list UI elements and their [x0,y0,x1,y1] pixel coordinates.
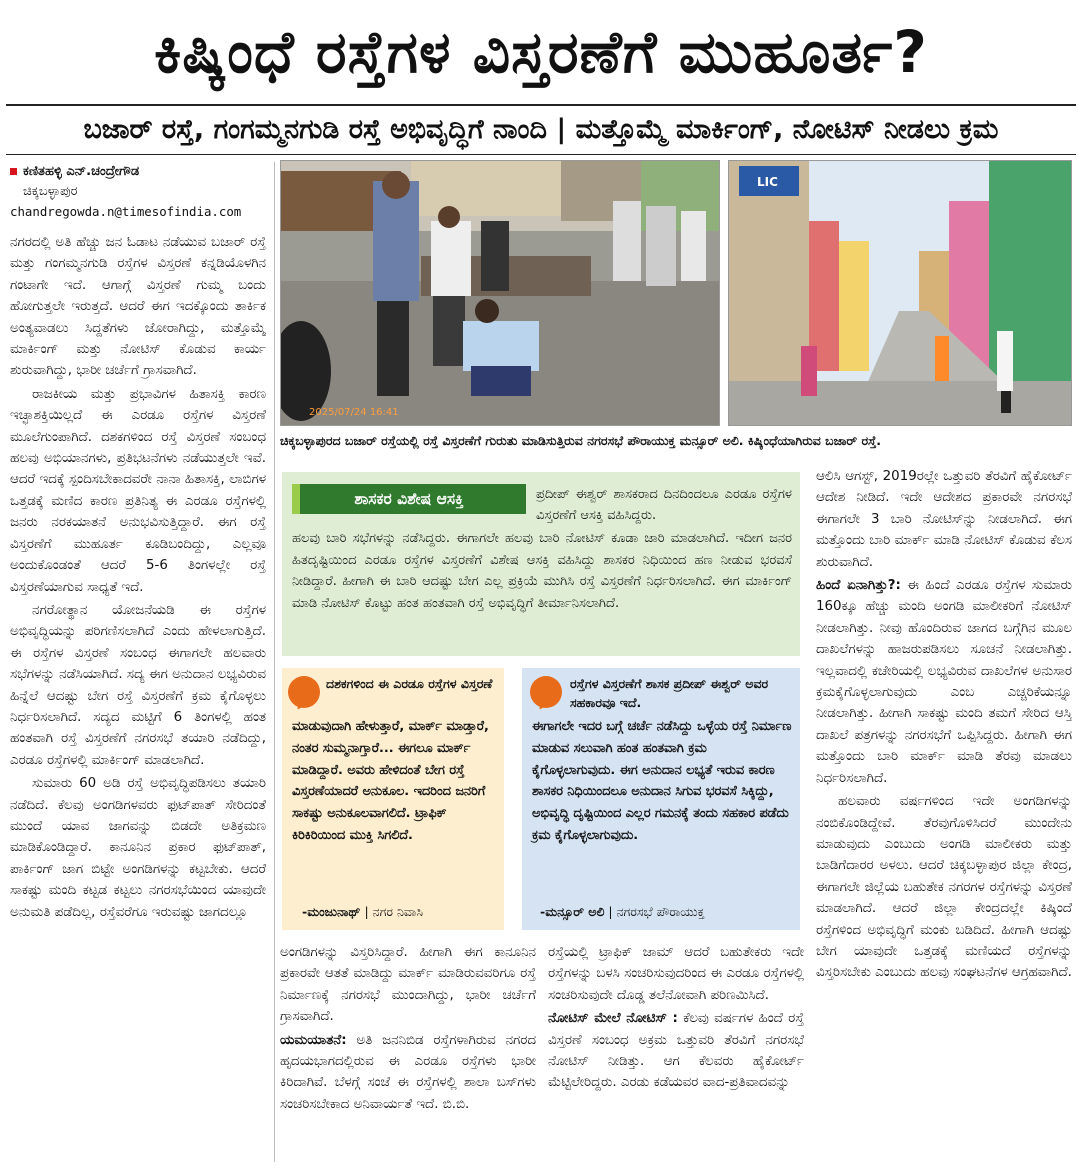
speech-bubble-icon [288,676,320,708]
paragraph: ಹಲವಾರು ವರ್ಷಗಳಿಂದ ಇದೇ ಅಂಗಡಿಗಳನ್ನು ನಂಬಿಕೊಂಡಿದ್ದೇವೆ. ತೆರವುಗೊಳಿಸಿದರೆ ಮುಂದೇನು ಮಾಡುವುದು ಎಂಬುದು ಅಂಗಡಿ ಮಾಲೀಕರು ಮತ್ತು ಬಾಡಿಗೆದಾರರ ಅಳಲು. ಆದರೆ ಚಿಕ್ಕಬಳ್ಳಾಪುರ ಜಿಲ್ಲಾ ಕೇಂದ್ರ, ಈಗಾಗಲೇ ಜಿಲ್ಲೆಯ ಬಹುತೇಕ ನಗರಗಳ ರಸ್ತೆಗಳನ್ನು ವಿಸ್ತರಣೆ ಮಾಡಲಾಗಿದೆ. ಆದರೆ ಜಿಲ್ಲಾ ಕೇಂದ್ರದಲ್ಲೇ ಕಿಷ್ಕಿಂದೆ ರಸ್ತೆಗಳಿಂದ ಅಭಿವೃದ್ಧಿಗೆ ಮಂಕು ಬಡಿದಿದೆ. ಹೀಗಾಗಿ ಆದಷ್ಟು ಬೇಗ ಯಾವುದೇ ಒತ್ತಡಕ್ಕೆ ಮಣಿಯದೆ ರಸ್ತೆಗಳನ್ನು ವಿಸ್ತರಿಸಬೇಕು ಎಂಬುದು ಹಲವು ಸಂಘಟನೆಗಳ ಆಗ್ರಹವಾಗಿದೆ. [816,794,1072,981]
quote-attribution: -ಮಂಜುನಾಥ್ | ನಗರ ನಿವಾಸಿ [302,904,423,919]
photo-bazaar-road-image [729,161,1071,425]
sidebar-heading-accent [292,484,300,514]
photo-sign: LIC [757,175,778,189]
paragraph: ಸುಮಾರು 60 ಅಡಿ ರಸ್ತೆ ಅಭಿವೃದ್ಧಿಪಡಿಸಲು ತಯಾರಿ ನಡೆದಿದೆ. ಕೆಲವು ಅಂಗಡಿಗಳವರು ಫುಟ್‌ಪಾತ್ ಸೇರಿದಂತೆ ಮುಂದೆ ಯಾವ ಜಾಗವನ್ನು ಬಿಡದೇ ಅತಿಕ್ರಮಣ ಮಾಡಿಕೊಂಡಿದ್ದಾರೆ. ಕಾನೂನಿನ ಪ್ರಕಾರ ಫುಟ್‌ಪಾತ್, ಪಾರ್ಕಿಂಗ್ ಜಾಗ ಬಿಟ್ಟೇ ಅಂಗಡಿಗಳನ್ನು ಕಟ್ಟಬೇಕು. ಆದರೆ ಸಾಕಷ್ಟು ಮಂದಿ ಕಟ್ಟಡ ಕಟ್ಟಲು ನಗರಸಭೆಯಿಂದ ಯಾವುದೇ ಅನುಮತಿ ಪಡೆದಿಲ್ಲ, ರಸ್ತೆವರೆಗೂ ಇರುವಷ್ಟು ಜಾಗದಲ್ಲೂ [10,776,266,920]
subheadline-divider [6,154,1076,155]
paragraph: ಯಮಯಾತನೆ: ಅತಿ ಜನನಿಬಿಡ ರಸ್ತೆಗಳಾಗಿರುವ ನಗರದ ಹೃದಯಭಾಗದಲ್ಲಿರುವ ಈ ಎರಡೂ ರಸ್ತೆಗಳು ಭಾರೀ ಕಿರಿದಾಗಿವೆ. ಬೆಳಗ್ಗೆ ಸಂಜೆ ಈ ರಸ್ತೆಗಳಲ್ಲಿ ಶಾಲಾ ಬಸ್‌ಗಳು ಸಂಚರಿಸಬೇಕಾದ ಅನಿವಾರ್ಯತೆ ಇದೆ. ಬಿ.ಬಿ. [280,1032,536,1112]
headline-divider [6,104,1076,106]
dateline: ಚಿಕ್ಕಬಳ್ಳಾಪುರ [23,184,78,199]
paragraph: ರಸ್ತೆಯಲ್ಲಿ ಟ್ರಾಫಿಕ್ ಜಾಮ್ ಆದರೆ ಬಹುತೇಕರು ಇದೇ ರಸ್ತೆಗಳನ್ನು ಬಳಸಿ ಸಂಚರಿಸುವುದರಿಂದ ಈ ಎರಡೂ ರಸ್ತೆಗಳಲ್ಲಿ ಸಂಚರಿಸುವುದೇ ದೊಡ್ಡ ತಲೆನೋವಾಗಿ ಪರಿಣಮಿಸಿದೆ. [548,945,804,1003]
paragraph: ನೋಟಿಸ್ ಮೇಲೆ ನೋಟಿಸ್ : ಕೆಲವು ವರ್ಷಗಳ ಹಿಂದೆ ರಸ್ತೆ ವಿಸ್ತರಣೆ ಸಂಬಂಧ ಅಕ್ರಮ ಒತ್ತುವರಿ ತೆರವಿಗೆ ನಗರಸಭೆ ನೋಟಿಸ್ ನೀಡಿತ್ತು. ಆಗ ಕೆಲವರು ಹೈಕೋರ್ಟ್ ಮೆಟ್ಟಿಲೇರಿದ್ದರು. ಎರಡು ಕಡೆಯವರ ವಾದ-ಪ್ರತಿವಾದವನ್ನು [548,1011,804,1091]
quote-text: ಮಾಡುವುದಾಗಿ ಹೇಳುತ್ತಾರೆ, ಮಾರ್ಕ್ ಮಾಡ್ತಾರೆ, ನಂತರ ಸುಮ್ಮನಾಗ್ತಾರೆ... ಈಗಲೂ ಮಾರ್ಕ್ ಮಾಡಿದ್ದಾರೆ. ಅವರು ಹೇಳಿದಂತೆ ಬೇಗ ರಸ್ತೆ ವಿಸ್ತರಣೆಯಾದರೆ ಅನುಕೂಲ. ಇದರಿಂದ ಜನರಿಗೆ ಸಾಕಷ್ಟು ಅನುಕೂಲವಾಗಲಿದೆ. ಟ್ರಾಫಿಕ್ ಕಿರಿಕಿರಿಯಿಂದ ಮುಕ್ತಿ ಸಿಗಲಿದೆ. [292,719,489,843]
photo-caption: ಚಿಕ್ಕಬಳ್ಳಾಪುರದ ಬಜಾರ್ ರಸ್ತೆಯಲ್ಲಿ ರಸ್ತೆ ವಿಸ್ತರಣೆಗೆ ಗುರುತು ಮಾಡಿಸುತ್ತಿರುವ ನಗರಸಭೆ ಪೌರಾಯುಕ್ತ ಮನ್ಸೂರ್ ಅಲಿ. ಕಿಷ್ಕಿಂಧೆಯಾಗಿರುವ ಬಜಾರ್ ರಸ್ತೆ. [280,433,882,448]
quote-attribution: -ಮನ್ಸೂರ್ ಅಲಿ | ನಗರಸಭೆ ಪೌರಾಯುಕ್ತ [540,904,705,919]
byline-marker [10,168,17,175]
photo-road-marking [280,160,720,426]
column-left [10,232,266,1162]
paragraph: ಹಿಂದೆ ಏನಾಗಿತ್ತು?: ಈ ಹಿಂದೆ ಎರಡೂ ರಸ್ತೆಗಳ ಸುಮಾರು 160ಕ್ಕೂ ಹೆಚ್ಚು ಮಂದಿ ಅಂಗಡಿ ಮಾಲೀಕರಿಗೆ ನೋಟಿಸ್ ನೀಡಲಾಗಿತ್ತು. ನೀವು ಹೊಂದಿರುವ ಜಾಗದ ಬಗ್ಗೆಗಿನ ಮೂಲ ದಾಖಲೆಗಳನ್ನು ಹಾಜರುಪಡಿಸಲು ಸೂಚನೆ ನೀಡಲಾಗಿತ್ತು. ಇಲ್ಲವಾದಲ್ಲಿ ಕಚೇರಿಯಲ್ಲಿ ಲಭ್ಯವಿರುವ ದಾಖಲೆಗಳ ಅನುಸಾರ ಕ್ರಮಕೈಗೊಳ್ಳಲಾಗುವುದು ಎಂಬ ಎಚ್ಚರಿಕೆಯನ್ನೂ ನೀಡಲಾಗಿತ್ತು. ಹೀಗಾಗಿ ಸಾಕಷ್ಟು ಮಂದಿ ತಮಗೆ ಸೇರಿದ ಆಸ್ತಿ ದಾಖಲೆ ಪತ್ರಗಳನ್ನು ನಗರಸಭೆಗೆ ಒಪ್ಪಿಸಿದ್ದರು. ಹೀಗಾಗಿ ಈಗ ಮತ್ತೊಂದು ಬಾರಿ ಮಾರ್ಕ್ ಮಾಡಿ ತೆರವು ಮಾಡಲು ನಿರ್ಧರಿಸಲಾಗಿದೆ. [816,578,1072,786]
paragraph: ನಗರೋತ್ಥಾನ ಯೋಜನೆಯಡಿ ಈ ರಸ್ತೆಗಳ ಅಭಿವೃದ್ಧಿಯನ್ನು ಪರಿಗಣಿಸಲಾಗಿದೆ ಎಂದು ಹೇಳಲಾಗುತ್ತಿದೆ. ಈ ರಸ್ತೆಗಳ ವಿಸ್ತರಣೆ ಸಂಬಂಧ ಈಗಾಗಲೇ ಹಲವಾರು ಸಭೆಗಳನ್ನು ನಡೆಸಿಯಾಗಿದೆ. ಸದ್ಯ ಈಗ ಅನುದಾನ ಲಭ್ಯವಿರುವ ಹಿನ್ನೆಲೆ ಆದಷ್ಟು ಬೇಗ ರಸ್ತೆ ವಿಸ್ತರಣೆಗೆ ಕ್ರಮ ಕೈಗೊಳ್ಳಲು ನಿರ್ಧರಿಸಲಾಗಿದೆ. ಸದ್ಯದ ಮಟ್ಟಿಗೆ 6 ತಿಂಗಳಲ್ಲಿ ಹಂತ ಹಂತವಾಗಿ ರಸ್ತೆ ವಿಸ್ತರಣೆಗೆ ನಗರಸಭೆ ತಯಾರಿ ನಡೆದಿದ್ದು, ಎರಡೂ ರಸ್ತೆಗಳಲ್ಲಿ ಮಾರ್ಕಿಂಗ್ ಮಾಡಲಾಗಿದೆ. [10,602,266,768]
author-email[interactable]: chandregowda.n@timesofindia.com [10,204,242,219]
paragraph: ನಗರದಲ್ಲಿ ಅತಿ ಹೆಚ್ಚು ಜನ ಓಡಾಟ ನಡೆಯುವ ಬಜಾರ್ ರಸ್ತೆ ಮತ್ತು ಗಂಗಮ್ಮನಗುಡಿ ರಸ್ತೆಗಳ ವಿಸ್ತರಣೆ ಕನ್ನಡಿಯೊಳಗಿನ ಗಂಟಾಗೇ ಇದೆ. ಆಗಾಗ್ಗೆ ವಿಸ್ತರಣೆ ಗುಮ್ಮ ಬಂದು ಹೋಗುತ್ತಲೇ ಇರುತ್ತದೆ. ಆದರೆ ಈಗ ಇದಕ್ಕೊಂದು ತಾರ್ಕಿಕ ಅಂತ್ಯವಾಡಲು ಸಿದ್ದತೆಗಳು ಜೋರಾಗಿದ್ದು, ಮತ್ತೊಮ್ಮೆ ಮಾರ್ಕಿಂಗ್ ಮತ್ತು ನೋಟಿಸ್ ಕೊಡುವ ಕಾರ್ಯ ಶುರುವಾಗಿದ್ದು, ಭಾರೀ ಚರ್ಚೆಗೆ ಗ್ರಾಸವಾಗಿದೆ. [10,235,266,379]
column-middle-a [280,942,536,1162]
quote-box-resident [282,668,504,930]
paragraph: ರಾಜಕೀಯ ಮತ್ತು ಪ್ರಭಾವಿಗಳ ಹಿತಾಸಕ್ತಿ ಕಾರಣ ಇಚ್ಛಾಶಕ್ತಿಯಿಲ್ಲದೆ ಈ ಎರಡೂ ರಸ್ತೆಗಳ ವಿಸ್ತರಣೆ ಮೂಲೆಗುಂಪಾಗಿದೆ. ದಶಕಗಳಿಂದ ರಸ್ತೆ ವಿಸ್ತರಣೆ ಸಂಬಂಧ ಹಲವು ಅಭಿಯಾನಗಳು, ಪ್ರತಿಭಟನೆಗಳು ನಡೆಯುತ್ತಲೇ ಇವೆ. ಆದರೆ ಇದಕ್ಕೆ ಸ್ಪಂದಿಸಬೇಕಾದವರೇ ನಾನಾ ಹಿತಾಸಕ್ತಿ, ಲಾಬಿಗಳ ಒತ್ತಡಕ್ಕೆ ಮಣಿದ ಕಾರಣ ಪ್ರತಿನಿತ್ಯ ಈ ಎರಡೂ ರಸ್ತೆಗಳಲ್ಲಿ ಜನರು ನರಕಯಾತನೆ ಅನುಭವಿಸುತ್ತಿದ್ದಾರೆ. ಈಗ ರಸ್ತೆ ವಿಸ್ತರಣೆಗೆ ಮುಹೂರ್ತ ಕೂಡಿಬಂದಿದ್ದು, ಎಲ್ಲವೂ ಅಂದುಕೊಂಡಂತೆ ಆದರೆ 5-6 ತಿಂಗಳಲ್ಲೇ ರಸ್ತೆ ವಿಸ್ತರಣೆಯಾಗುವ ಸಾಧ್ಯತೆ ಇದೆ. [10,386,266,595]
byline [10,162,272,222]
paragraph: ಆಲಿಸಿ ಆಗಸ್ಟ್, 2019ರಲ್ಲೇ ಒತ್ತುವರಿ ತೆರವಿಗೆ ಹೈಕೋರ್ಟ್ ಆದೇಶ ನೀಡಿದೆ. ಇದೇ ಆದೇಶದ ಪ್ರಕಾರವೇ ನಗರಸಭೆ ಈಗಾಗಲೇ 3 ಬಾರಿ ನೋಟಿಸ್‌ನ್ನು ನೀಡಲಾಗಿದೆ. ಈಗ ಮತ್ತೊಂದು ಬಾರಿ ಮಾರ್ಕ್ ಮಾಡಿ ನೋಟಿಸ್ ಕೊಡುವ ಕೆಲಸ ಶುರುವಾಗಿದೆ. [816,469,1072,570]
paragraph: ಅಂಗಡಿಗಳನ್ನು ವಿಸ್ತರಿಸಿದ್ದಾರೆ. ಹೀಗಾಗಿ ಈಗ ಕಾನೂನಿನ ಪ್ರಕಾರವೇ ಆತತೆ ಮಾಡಿದ್ದು ಮಾರ್ಕ್ ಮಾಡಿರುವವರಿಗೂ ರಸ್ತೆ ನಿರ್ಮಾಣಕ್ಕೆ ನಗರಸಭೆ ಮುಂದಾಗಿದ್ದು, ಭಾರೀ ಚರ್ಚೆಗೆ ಗ್ರಾಸವಾಗಿದೆ. [280,945,536,1025]
author-name: ಕಣಿತಹಳ್ಳಿ ಎನ್.ಚಂದ್ರೇಗೌಡ [23,164,140,179]
headline: ಕಿಷ್ಕಿಂಧೆ ರಸ್ತೆಗಳ ವಿಸ್ತರಣೆಗೆ ಮುಹೂರ್ತ? [154,18,928,86]
speech-bubble-icon [530,676,562,708]
quote-text: ಈಗಾಗಲೇ ಇದರ ಬಗ್ಗೆ ಚರ್ಚೆ ನಡೆಸಿದ್ದು ಒಳ್ಳೆಯ ರಸ್ತೆ ನಿರ್ಮಾಣ ಮಾಡುವ ಸಲುವಾಗಿ ಹಂತ ಹಂತವಾಗಿ ಕ್ರಮ ಕೈಗೊಳ್ಳಲಾಗುವುದು. ಈಗ ಅನುದಾನ ಲಭ್ಯತೆ ಇರುವ ಕಾರಣ ಶಾಸಕರ ನಿಧಿಯಿಂದಲೂ ಅನುದಾನ ಸಿಗುವ ಭರವಸೆ ಸಿಕ್ಕಿದ್ದು, ಅಭಿವೃದ್ಧಿ ದೃಷ್ಟಿಯಿಂದ ಎಲ್ಲರ ಗಮನಕ್ಕೆ ತಂದು ಸಹಕಾರ ಪಡೆದು ಕ್ರಮ ಕೈಗೊಳ್ಳಲಾಗುವುದು. [532,719,792,843]
quote-lead: ದಶಕಗಳಿಂದ ಈ ಎರಡೂ ರಸ್ತೆಗಳ ವಿಸ್ತರಣೆ [326,676,493,691]
column-right [816,466,1072,1162]
sidebar-intro: ಪ್ರದೀಪ್ ಈಶ್ವರ್ ಶಾಸಕರಾದ ದಿನದಿಂದಲೂ ಎರಡೂ ರಸ್ತೆಗಳ ವಿಸ್ತರಣೆಗೆ ಆಸಕ್ತಿ ವಹಿಸಿದ್ದರು. [536,487,792,523]
subheadline: ಬಜಾರ್ ರಸ್ತೆ, ಗಂಗಮ್ಮನಗುಡಿ ರಸ್ತೆ ಅಭಿವೃದ್ಧಿಗೆ ನಾಂದಿ | ಮತ್ತೊಮ್ಮೆ ಮಾರ್ಕಿಂಗ್, ನೋಟಿಸ್ ನೀಡಲು ಕ್ರಮ [83,114,999,145]
photo-timestamp: 2025/07/24 16:41 [309,407,399,418]
column-middle-b [548,942,804,1162]
photo-road-marking-image [281,161,719,425]
quote-lead: ರಸ್ತೆಗಳ ವಿಸ್ತರಣೆಗೆ ಶಾಸಕ ಪ್ರದೀಪ್ ಈಶ್ವರ್ ಅವರ ಸಹಕಾರವೂ ಇದೆ. [570,676,769,710]
quote-box-commissioner [522,668,800,930]
column-divider [274,162,275,1162]
sidebar-body: ಹಲವು ಬಾರಿ ಸಭೆಗಳನ್ನು ನಡೆಸಿದ್ದರು. ಈಗಾಗಲೇ ಹಲವು ಬಾರಿ ನೋಟಿಸ್ ಕೂಡಾ ಜಾರಿ ಮಾಡಲಾಗಿದೆ. ಇದೀಗ ಜನರ ಹಿತದೃಷ್ಟಿಯಿಂದ ಎರಡೂ ರಸ್ತೆಗಳ ವಿಸ್ತರಣೆಗೆ ವಿಶೇಷ ಆಸಕ್ತಿ ವಹಿಸಿದ್ದು ಶಾಸಕರ ನಿಧಿಯಿಂದ ಹಣ ನೀಡುವ ಭರವಸೆ ನೀಡಿದ್ದಾರೆ. ಹೀಗಾಗಿ ಈ ಬಾರಿ ಆದಷ್ಟು ಬೇಗ ಎಲ್ಲ ಪ್ರಕ್ರಿಯೆ ಮುಗಿಸಿ ರಸ್ತೆ ವಿಸ್ತರಣೆಗೆ ನಿರ್ಧರಿಸಲಾಗಿದೆ. ಈಗ ಮಾರ್ಕಿಂಗ್ ಮಾಡಿ ನೋಟಿಸ್ ಕೊಟ್ಟು ಹಂತ ಹಂತವಾಗಿ ರಸ್ತೆ ಅಭಿವೃದ್ಧಿಗೆ ತೀರ್ಮಾನಿಸಲಾಗಿದೆ. [292,531,792,611]
sidebar-heading: ಶಾಸಕರ ವಿಶೇಷ ಆಸಕ್ತಿ [292,484,526,514]
photo-bazaar-road [728,160,1072,426]
